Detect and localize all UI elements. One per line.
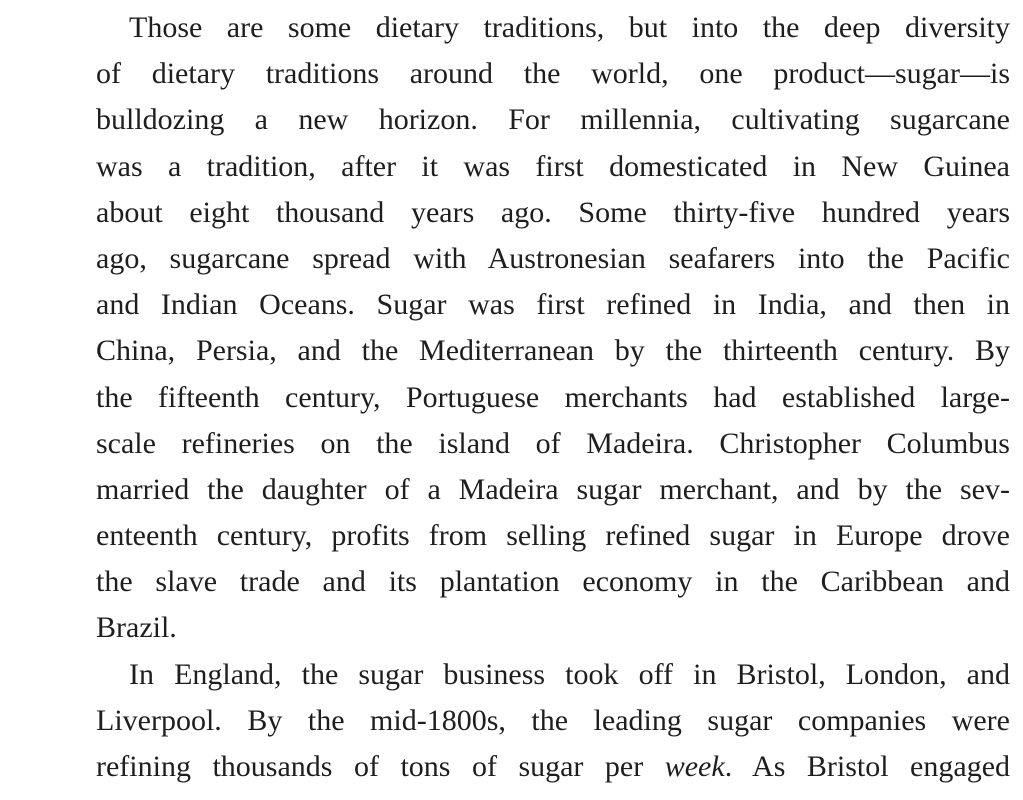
- text-segment: refining thousands of tons of sugar per: [96, 750, 665, 783]
- text-line: the slave trade and its plantation economy in the Caribbean and: [96, 565, 1010, 599]
- text-segment: . As Bristol engaged: [724, 750, 1010, 783]
- text-line: married the daughter of a Madeira sugar merchant, and by the sev-: [96, 472, 1010, 506]
- text-line: bulldozing a new horizon. For millennia, cultivating sugarcane: [96, 103, 1010, 137]
- emphasized-word: week: [664, 750, 725, 783]
- text-line: was a tradition, after it was first domesticated in New Guinea: [96, 149, 1010, 183]
- text-line: the fifteenth century, Portuguese merchants had established large-: [96, 380, 1010, 414]
- paragraph-england-sugar: [63, 652, 1010, 791]
- text-line: Those are some dietary traditions, but into the deep diversity: [129, 11, 1010, 44]
- text-line: of dietary traditions around the world, one product—sugar—is: [96, 57, 1010, 91]
- text-line: scale refineries on the island of Madeira. Christopher Columbus: [96, 426, 1010, 460]
- text-line: and Indian Oceans. Sugar was first refined in India, and then in: [96, 288, 1010, 322]
- text-line: Brazil.: [96, 611, 177, 645]
- text-line: enteenth century, profits from selling refined sugar in Europe drove: [96, 519, 1010, 553]
- text-line: about eight thousand years ago. Some thirty-five hundred years: [96, 195, 1010, 229]
- paragraph-sugar-history: [63, 5, 1010, 652]
- text-line-with-emphasis: [63, 744, 1010, 790]
- text-line: In England, the sugar business took off in Bristol, London, and: [129, 657, 1010, 691]
- text-line: ago, sugarcane spread with Austronesian seafarers into the Pacific: [96, 241, 1010, 275]
- document-page: [63, 5, 1010, 790]
- text-line: China, Persia, and the Mediterranean by the thirteenth century. By: [96, 334, 1010, 368]
- text-line: Liverpool. By the mid-1800s, the leading sugar companies were: [96, 703, 1010, 737]
